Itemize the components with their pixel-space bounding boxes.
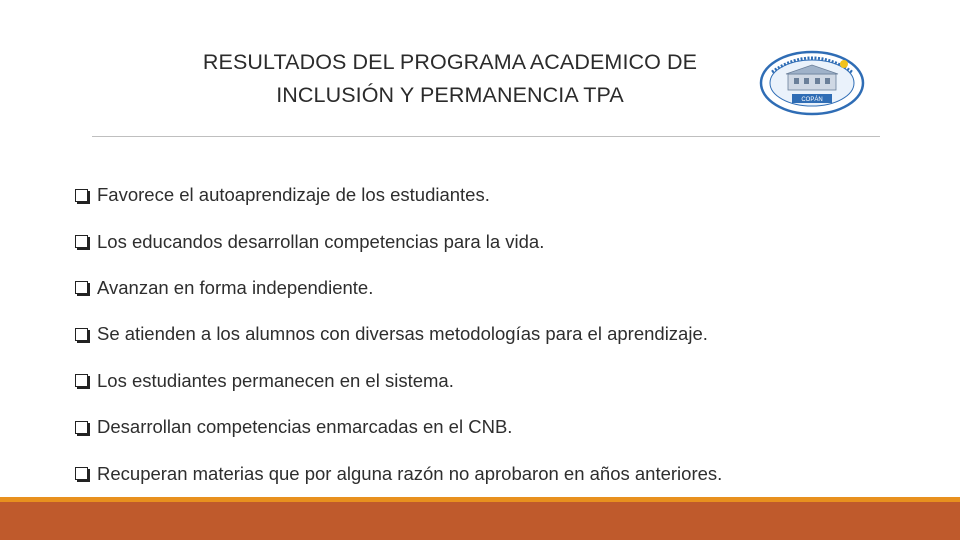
checkbox-bullet-icon [75, 235, 88, 248]
list-item-text: Favorece el autoaprendizaje de los estudiantes. [97, 184, 490, 206]
list-item [75, 450, 895, 496]
list-item [75, 265, 895, 311]
title-divider [92, 136, 880, 137]
list-item-text: Recuperan materias que por alguna razón no aprobaron en años anteriores. [97, 462, 723, 484]
checkbox-bullet-icon [75, 467, 88, 480]
list-item-text: Los estudiantes permanecen en el sistema. [97, 369, 454, 391]
school-seal-icon [758, 50, 866, 116]
slide-title-line-2: INCLUSIÓN Y PERMANENCIA TPA [276, 83, 624, 107]
list-item-text: Avanzan en forma independiente. [97, 276, 374, 298]
list-item [75, 311, 895, 357]
checkbox-bullet-icon [75, 328, 88, 341]
list-item [75, 172, 895, 218]
checkbox-bullet-icon [75, 374, 88, 387]
list-item [75, 404, 895, 450]
logo-caption: COPÁN [801, 97, 823, 103]
list-item-text: Desarrollan competencias enmarcadas en el CNB. [97, 416, 513, 438]
checkbox-bullet-icon [75, 421, 88, 434]
footer-band [0, 497, 960, 540]
list-item [75, 358, 895, 404]
bullet-list [75, 172, 895, 497]
list-item-text: Se atienden a los alumnos con diversas metodologías para el aprendizaje. [97, 323, 708, 345]
checkbox-bullet-icon [75, 281, 88, 294]
checkbox-bullet-icon [75, 189, 88, 202]
list-item [75, 218, 895, 264]
slide-title [150, 46, 750, 112]
slide-title-line-1: RESULTADOS DEL PROGRAMA ACADEMICO DE [202, 50, 698, 74]
list-item-text: Los educandos desarrollan competencias para la vida. [97, 230, 545, 252]
